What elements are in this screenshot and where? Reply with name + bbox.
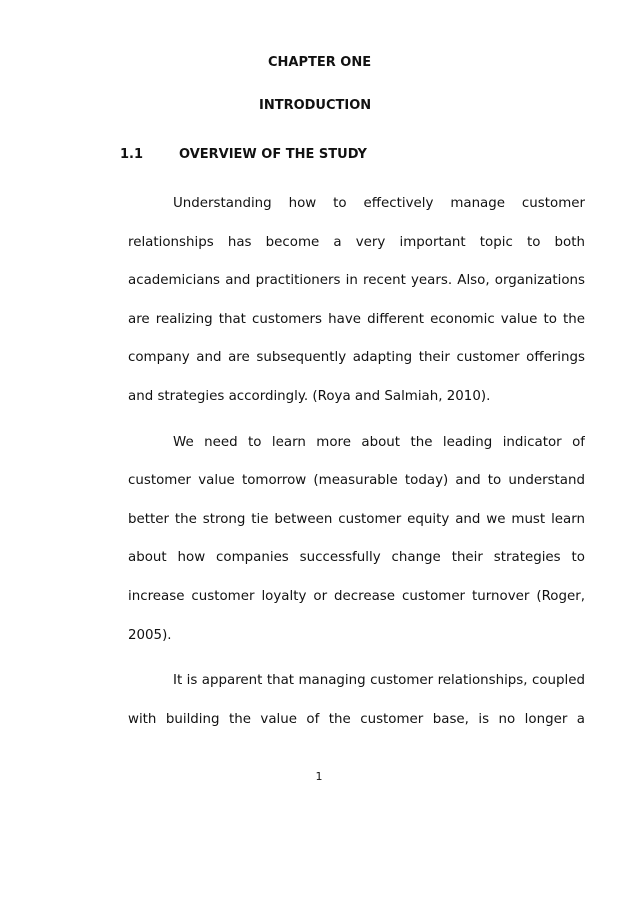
text-line: It is apparent that managing customer relationships, coupled — [173, 673, 585, 688]
text-line: with building the value of the customer base, is no longer a — [128, 712, 585, 727]
text-line: are realizing that customers have different economic value to the — [128, 312, 585, 327]
text-line: We need to learn more about the leading indicator of — [173, 435, 585, 450]
text-line: and strategies accordingly. (Roya and Salmiah, 2010). — [128, 389, 491, 404]
text-line: company and are subsequently adapting their customer offerings — [128, 350, 585, 365]
chapter-title: INTRODUCTION — [259, 98, 372, 113]
text-line: about how companies successfully change their strategies to — [128, 550, 585, 565]
text-line: Understanding how to effectively manage customer — [173, 196, 585, 211]
chapter-heading: CHAPTER ONE — [268, 55, 372, 70]
text-line: better the strong tie between customer equity and we must learn — [128, 512, 585, 527]
text-line: 2005). — [128, 628, 172, 643]
text-line: relationships has become a very important topic to both — [128, 235, 585, 250]
text-line: increase customer loyalty or decrease customer turnover (Roger, — [128, 589, 585, 604]
section-title: OVERVIEW OF THE STUDY — [179, 147, 367, 162]
page-number: 1 — [315, 770, 323, 783]
section-number: 1.1 — [120, 147, 144, 162]
text-line: academicians and practitioners in recent years. Also, organizations — [128, 273, 585, 288]
text-line: customer value tomorrow (measurable today) and to understand — [128, 473, 585, 488]
